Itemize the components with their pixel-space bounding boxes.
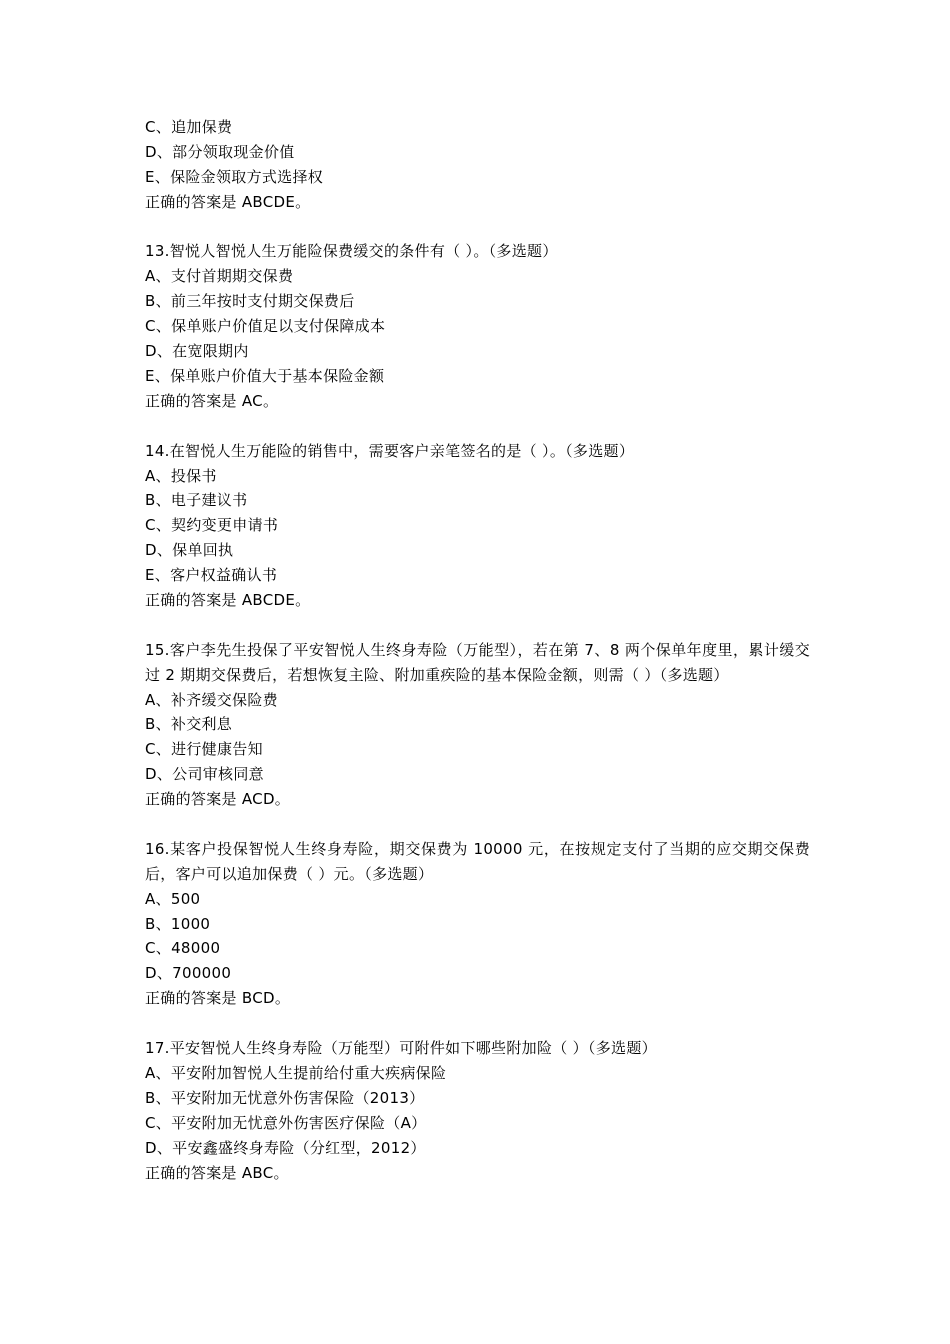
option-a: A、500 <box>145 889 201 908</box>
spacer <box>145 1011 810 1036</box>
option-c: C、保单账户价值足以支付保障成本 <box>145 317 386 336</box>
question-title: 13.智悦人智悦人生万能险保费缓交的条件有（ ）。（多选题） <box>145 242 558 261</box>
option-a: A、平安附加智悦人生提前给付重大疾病保险 <box>145 1063 447 1082</box>
question-15 <box>145 638 810 812</box>
option-d: D、部分领取现金价值 <box>145 142 295 161</box>
answer-line: 正确的答案是 ABCDE。 <box>145 590 311 609</box>
option-d: D、保单回执 <box>145 541 234 560</box>
option-d: D、公司审核同意 <box>145 765 264 784</box>
option-e: E、保单账户价值大于基本保险金额 <box>145 366 385 385</box>
option-c: C、追加保费 <box>145 118 233 136</box>
option-a: A、补齐缓交保险费 <box>145 690 278 709</box>
answer-line: 正确的答案是 ABC。 <box>145 1163 289 1182</box>
question-13 <box>145 239 810 413</box>
answer-line: 正确的答案是 ACD。 <box>145 790 291 809</box>
option-b: B、电子建议书 <box>145 491 248 510</box>
question-title: 14.在智悦人生万能险的销售中，需要客户亲笔签名的是（ ）。（多选题） <box>145 441 635 460</box>
option-e: E、保险金领取方式选择权 <box>145 167 324 186</box>
option-a: A、支付首期期交保费 <box>145 267 294 286</box>
question-title: 16.某客户投保智悦人生终身寿险，期交保费为 10000 元，在按规定支付了当期的应交期交保费后，客户可以追加保费（ ）元。（多选题） <box>145 839 810 883</box>
option-b: B、平安附加无忧意外伤害保险（2013） <box>145 1088 425 1107</box>
option-d: D、在宽限期内 <box>145 342 249 361</box>
spacer <box>145 215 810 240</box>
answer-line: 正确的答案是 BCD。 <box>145 989 291 1008</box>
question-17 <box>145 1036 810 1185</box>
option-b: B、前三年按时支付期交保费后 <box>145 292 355 311</box>
option-d: D、平安鑫盛终身寿险（分红型，2012） <box>145 1138 426 1157</box>
option-b: B、1000 <box>145 914 211 933</box>
option-c: C、进行健康告知 <box>145 740 263 759</box>
question-14 <box>145 439 810 613</box>
option-c: C、平安附加无忧意外伤害医疗保险（A） <box>145 1113 427 1132</box>
question-title: 17.平安智悦人生终身寿险（万能型）可附件如下哪些附加险（ ）（多选题） <box>145 1039 657 1058</box>
question-title: 15.客户李先生投保了平安智悦人生终身寿险（万能型），若在第 7、8 两个保单年度里，累计缓交过 2 期期交保费后，若想恢复主险、附加重疾险的基本保险金额，则需（ ）（多选题） <box>145 640 810 684</box>
option-e: E、客户权益确认书 <box>145 566 278 585</box>
option-c: C、契约变更申请书 <box>145 516 279 535</box>
option-d: D、700000 <box>145 964 232 983</box>
option-c: C、48000 <box>145 939 221 958</box>
spacer <box>145 613 810 638</box>
option-b: B、补交利息 <box>145 715 233 734</box>
spacer <box>145 812 810 837</box>
option-a: A、投保书 <box>145 466 217 485</box>
spacer <box>145 414 810 439</box>
question-12-continued <box>145 115 810 215</box>
document-content <box>145 115 810 1185</box>
question-16 <box>145 837 810 1011</box>
answer-line: 正确的答案是 ABCDE。 <box>145 192 311 211</box>
answer-line: 正确的答案是 AC。 <box>145 391 279 410</box>
